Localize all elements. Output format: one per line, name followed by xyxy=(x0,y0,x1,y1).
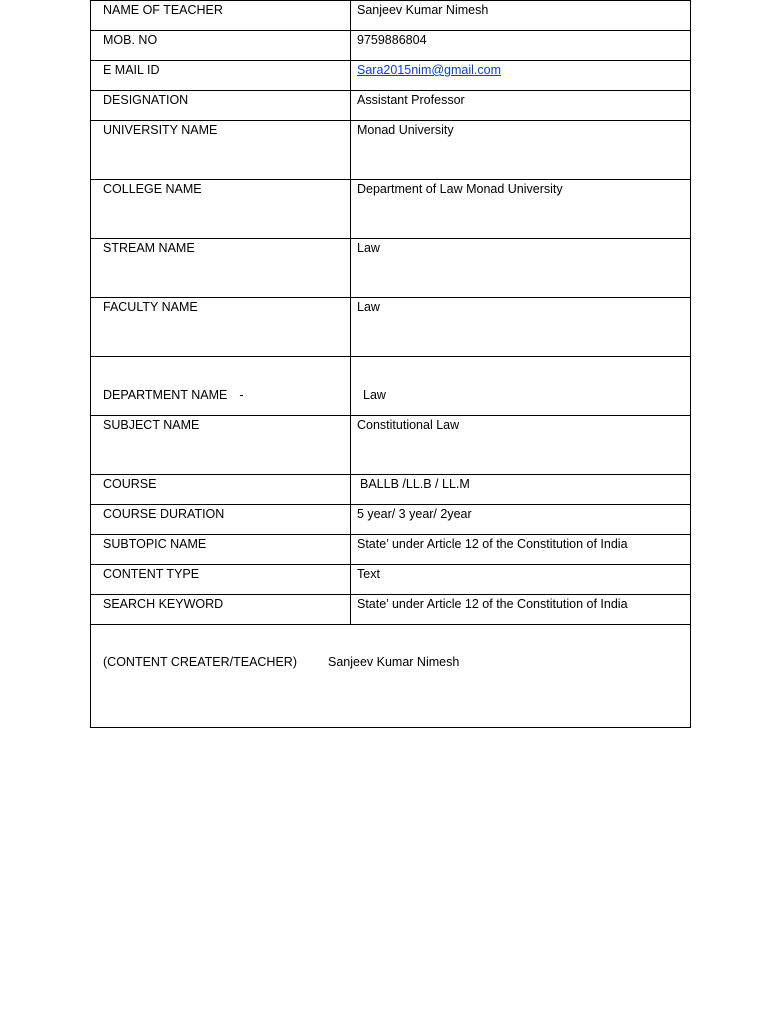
label-university: UNIVERSITY NAME xyxy=(91,121,351,180)
value-university: Monad University xyxy=(351,121,691,180)
row-mobile xyxy=(91,31,691,61)
label-subtopic: SUBTOPIC NAME xyxy=(91,535,351,565)
label-department: DEPARTMENT NAME xyxy=(103,388,228,402)
label-course: COURSE xyxy=(91,475,351,505)
value-content-type: Text xyxy=(351,565,691,595)
row-subject xyxy=(91,416,691,475)
row-content-type xyxy=(91,565,691,595)
label-teacher-name: NAME OF TEACHER xyxy=(91,1,351,31)
value-mobile: 9759886804 xyxy=(351,31,691,61)
row-department xyxy=(91,357,691,416)
row-subtopic xyxy=(91,535,691,565)
row-university xyxy=(91,121,691,180)
value-course: BALLB /LL.B / LL.M xyxy=(351,475,691,505)
row-keyword xyxy=(91,595,691,625)
footer-name: Sanjeev Kumar Nimesh xyxy=(328,655,460,669)
footer-cell xyxy=(91,625,691,728)
row-teacher-name xyxy=(91,1,691,31)
value-stream: Law xyxy=(351,239,691,298)
value-keyword: State’ under Article 12 of the Constitution of India xyxy=(351,595,691,625)
value-department: Law xyxy=(351,357,691,416)
label-mobile: MOB. NO xyxy=(91,31,351,61)
value-duration: 5 year/ 3 year/ 2year xyxy=(351,505,691,535)
email-link[interactable]: Sara2015nim@gmail.com xyxy=(357,63,502,77)
label-content-type: CONTENT TYPE xyxy=(91,565,351,595)
label-email: E MAIL ID xyxy=(91,61,351,91)
row-duration xyxy=(91,505,691,535)
row-footer xyxy=(91,625,691,728)
department-dash: - xyxy=(239,388,244,402)
row-faculty xyxy=(91,298,691,357)
teacher-info-table xyxy=(90,0,691,728)
value-faculty: Law xyxy=(351,298,691,357)
value-email-cell xyxy=(351,61,691,91)
footer-role: (CONTENT CREATER/TEACHER) xyxy=(103,655,297,669)
label-keyword: SEARCH KEYWORD xyxy=(91,595,351,625)
row-college xyxy=(91,180,691,239)
value-subtopic: State’ under Article 12 of the Constitution of India xyxy=(351,535,691,565)
row-stream xyxy=(91,239,691,298)
label-faculty: FACULTY NAME xyxy=(91,298,351,357)
row-designation xyxy=(91,91,691,121)
label-department-cell xyxy=(91,357,351,416)
label-stream: STREAM NAME xyxy=(91,239,351,298)
value-college: Department of Law Monad University xyxy=(351,180,691,239)
value-teacher-name: Sanjeev Kumar Nimesh xyxy=(351,1,691,31)
row-email xyxy=(91,61,691,91)
label-designation: DESIGNATION xyxy=(91,91,351,121)
value-subject: Constitutional Law xyxy=(351,416,691,475)
value-designation: Assistant Professor xyxy=(351,91,691,121)
label-subject: SUBJECT NAME xyxy=(91,416,351,475)
label-duration: COURSE DURATION xyxy=(91,505,351,535)
row-course xyxy=(91,475,691,505)
label-college: COLLEGE NAME xyxy=(91,180,351,239)
